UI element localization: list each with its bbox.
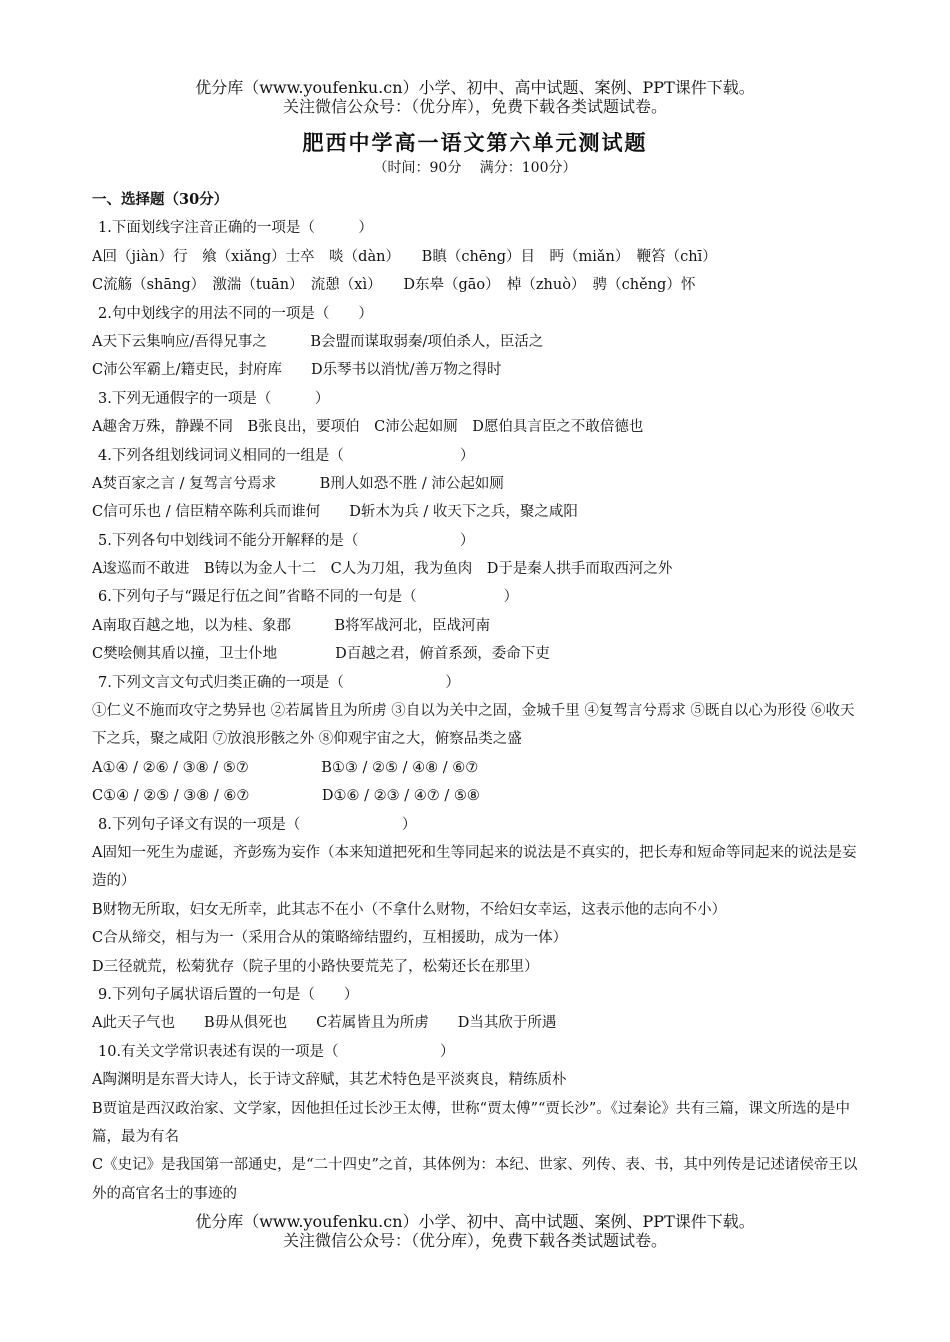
page-subtitle: （时间：90分 满分：100分）	[373, 160, 577, 176]
site-footer	[0, 1212, 950, 1250]
q8-option-a: A固知一死生为虚诞，齐彭殇为妄作（本来知道把死和生等同起来的说法是不真实的，把长寿和短命等同起来的说法是妄造的）	[92, 845, 857, 890]
q10-option-b: B贾谊是西汉政治家、文学家，因他担任过长沙王太傅，世称“贾太傅”“贾长沙”。《过秦论》共有三篇，课文所选的是中篇，最为有名	[92, 1100, 851, 1145]
q10-option-a: A陶渊明是东晋大诗人，长于诗文辞赋，其艺术特色是平淡爽良，精练质朴	[92, 1072, 567, 1089]
q3-options: A趣舍万殊，静躁不同 B张良出，要项伯 C沛公起如厕 D愿伯具言臣之不敢倍德也	[92, 419, 644, 436]
q2-options-cd: C沛公军霸上/籍吏民，封府库 D乐琴书以消忧/善万物之得时	[92, 362, 502, 379]
q2-options-ab: A天下云集响应/吾得兄事之 B会盟而谋取弱秦/项伯杀人，臣活之	[92, 333, 544, 350]
q10-stem: 10.有关文学常识表述有误的一项是（ ）	[98, 1043, 455, 1060]
footer-line-2: 关注微信公众号：（优分库），免费下载各类试题试卷。	[282, 1231, 667, 1250]
header-line-1: 优分库（www.youfenku.cn）小学、初中、高中试题、案例、PPT课件下载。	[195, 78, 755, 97]
q7-options-ab: A①④ / ②⑥ / ③⑧ / ⑤⑦ B①③ / ②⑤ / ④⑧ / ⑥⑦	[92, 759, 479, 776]
section-heading: 一、选择题（30分）	[92, 191, 229, 208]
q8-option-b: B财物无所取，妇女无所幸，此其志不在小（不拿什么财物，不给妇女幸运，这表示他的志向不小）	[92, 901, 727, 918]
q10-option-c: C《史记》是我国第一部通史，是“二十四史”之首，其体例为：本纪、世家、列传、表、书，其中列传是记述诸侯帝王以外的高官名士的事迹的	[92, 1157, 858, 1202]
footer-line-1: 优分库（www.youfenku.cn）小学、初中、高中试题、案例、PPT课件下载。	[195, 1212, 755, 1231]
q4-options-cd: C信可乐也 / 信臣精卒陈利兵而谁何 D斩木为兵 / 收天下之兵，聚之咸阳	[92, 504, 578, 521]
q6-options-cd: C樊哙侧其盾以撞，卫士仆地 D百越之君，俯首系颈，委命下吏	[92, 646, 550, 663]
q4-stem: 4.下列各组划线词词义相同的一组是（ ）	[98, 447, 475, 464]
q9-options: A此天子气也 B毋从俱死也 C若属皆且为所虏 D当其欣于所遇	[92, 1015, 557, 1032]
header-line-2: 关注微信公众号：（优分库），免费下载各类试题试卷。	[282, 97, 667, 116]
q9-stem: 9.下列句子属状语后置的一句是（ ）	[98, 987, 359, 1003]
q6-options-ab: A南取百越之地，以为桂、象郡 B将军战河北，臣战河南	[92, 617, 491, 634]
question-list	[92, 186, 862, 1208]
q2-stem: 2.句中划线字的用法不同的一项是（ ）	[98, 305, 373, 322]
q1-options-ab: A回（jiàn）行 飨（xiǎng）士卒 啖（dàn） B瞋（chēng）目 眄（miǎn） 鞭笞（chī）	[92, 248, 717, 265]
page-title: 肥西中学高一语文第六单元测试题	[302, 130, 648, 155]
q8-stem: 8.下列句子译文有误的一项是（ ）	[98, 816, 417, 833]
q5-options: A逡巡而不敢进 B铸以为金人十二 C人为刀俎，我为鱼肉 D于是秦人拱手而取西河之外	[92, 561, 673, 578]
q3-stem: 3.下列无通假字的一项是（ ）	[98, 390, 330, 407]
q1-stem: 1.下面划线字注音正确的一项是（ ）	[98, 220, 373, 237]
q8-option-c: C合从缔交，相与为一（采用合从的策略缔结盟约，互相援助，成为一体）	[92, 930, 568, 947]
q8-option-d: D三径就荒，松菊犹存（院子里的小路快要荒芜了，松菊还长在那里）	[92, 958, 539, 975]
q7-items: ①仁义不施而攻守之势异也 ②若属皆且为所虏 ③自以为关中之固，金城千里 ④复驾言兮焉求 ⑤既自以心为形役 ⑥收天下之兵，聚之咸阳 ⑦放浪形骸之外 ⑧仰观宇宙之大，俯察品类之盛	[92, 703, 855, 748]
q4-options-ab: A焚百家之言 / 复驾言兮焉求 B刑人如恐不胜 / 沛公起如厕	[92, 475, 504, 492]
q7-stem: 7.下列文言文句式归类正确的一项是（ ）	[98, 674, 460, 691]
q7-options-cd: C①④ / ②⑤ / ③⑧ / ⑥⑦ D①⑥ / ②③ / ④⑦ / ⑤⑧	[92, 788, 480, 805]
q1-options-cd: C流觞（shāng） 激湍（tuān） 流憩（xì） D东皋（gāo） 棹（zhuò） 骋（chěng）怀	[92, 277, 696, 294]
q5-stem: 5.下列各句中划线词不能分开解释的是（ ）	[98, 532, 475, 549]
q6-stem: 6.下列句子与“蹑足行伍之间”省略不同的一句是（ ）	[98, 589, 519, 606]
site-header	[0, 78, 950, 116]
